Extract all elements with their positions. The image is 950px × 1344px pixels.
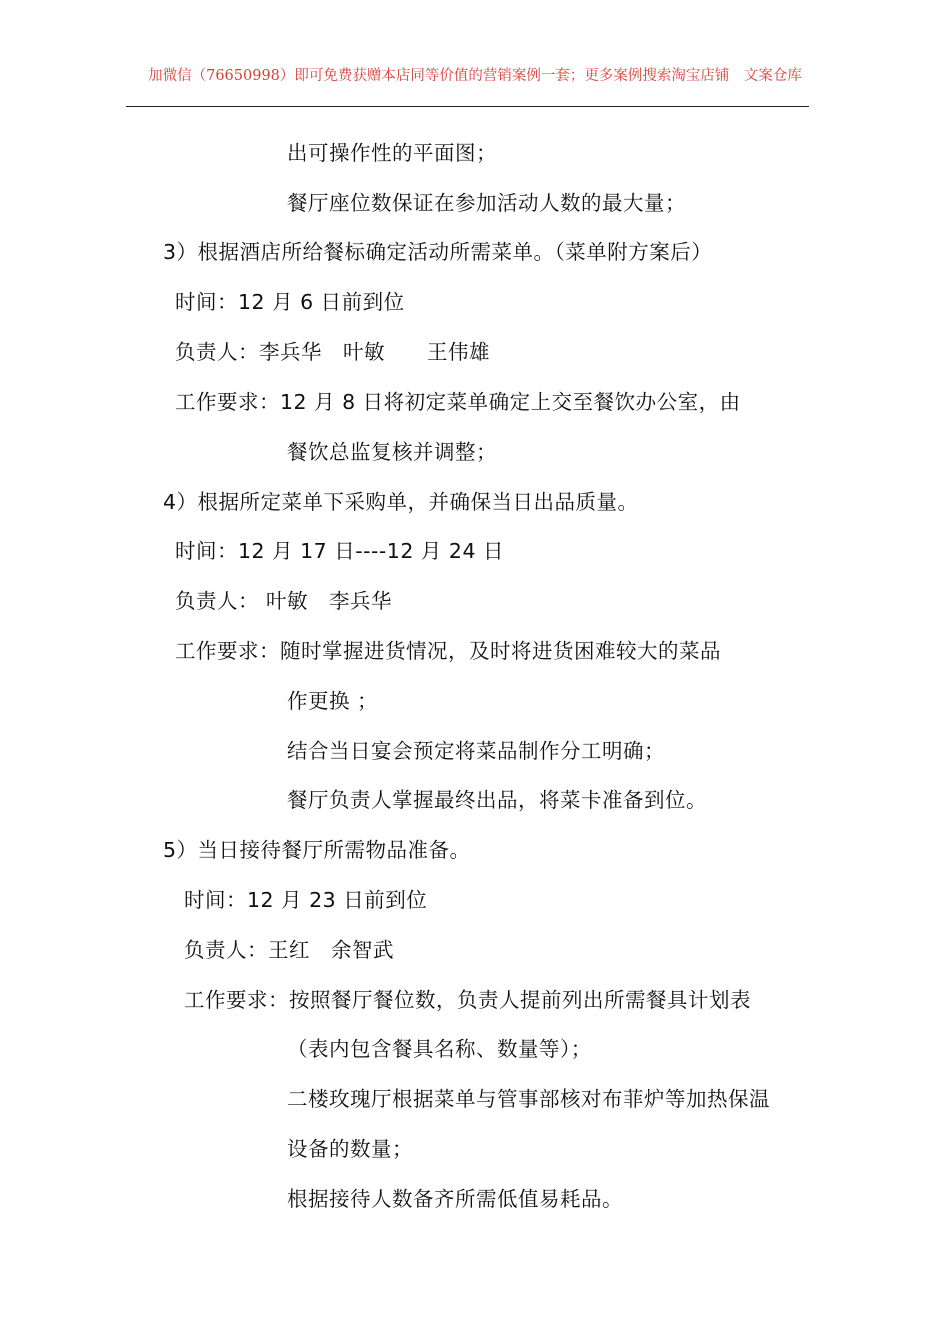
time-line: 时间：12 月 6 日前到位 <box>175 290 405 314</box>
body-line: 设备的数量； <box>287 1137 413 1161</box>
responsible-line: 负责人： 叶敏 李兵华 <box>175 589 393 613</box>
body-line: 作更换 ； <box>287 689 379 713</box>
body-line: 餐厅负责人掌握最终出品，将菜卡准备到位。 <box>287 788 707 812</box>
requirement-line: 工作要求：12 月 8 日将初定菜单确定上交至餐饮办公室，由 <box>175 390 741 414</box>
body-line: 出可操作性的平面图； <box>287 141 497 165</box>
body-line: 根据接待人数备齐所需低值易耗品。 <box>287 1187 623 1211</box>
section-heading-3: 3）根据酒店所给餐标确定活动所需菜单。（菜单附方案后） <box>163 240 713 264</box>
section-heading-4: 4）根据所定菜单下采购单，并确保当日出品质量。 <box>163 490 639 514</box>
body-line: 餐饮总监复核并调整； <box>287 440 497 464</box>
body-line: 二楼玫瑰厅根据菜单与管事部核对布菲炉等加热保温 <box>287 1087 770 1111</box>
responsible-line: 负责人：李兵华 叶敏 王伟雄 <box>175 340 490 364</box>
header-divider <box>126 106 809 107</box>
requirement-line: 工作要求：随时掌握进货情况，及时将进货困难较大的菜品 <box>175 639 721 663</box>
requirement-line: 工作要求：按照餐厅餐位数，负责人提前列出所需餐具计划表 <box>184 988 751 1012</box>
body-line: 结合当日宴会预定将菜品制作分工明确； <box>287 739 665 763</box>
time-line: 时间：12 月 23 日前到位 <box>184 888 428 912</box>
responsible-line: 负责人：王红 余智武 <box>184 938 394 962</box>
body-line: 餐厅座位数保证在参加活动人数的最大量； <box>287 191 686 215</box>
section-heading-5: 5）当日接待餐厅所需物品准备。 <box>163 838 471 862</box>
body-line: （表内包含餐具名称、数量等）； <box>287 1037 592 1061</box>
promo-header: 加微信（76650998）即可免费获赠本店同等价值的营销案例一套；更多案例搜索淘宝店铺 文案仓库 <box>148 68 802 84</box>
time-line: 时间：12 月 17 日----12 月 24 日 <box>175 539 505 563</box>
